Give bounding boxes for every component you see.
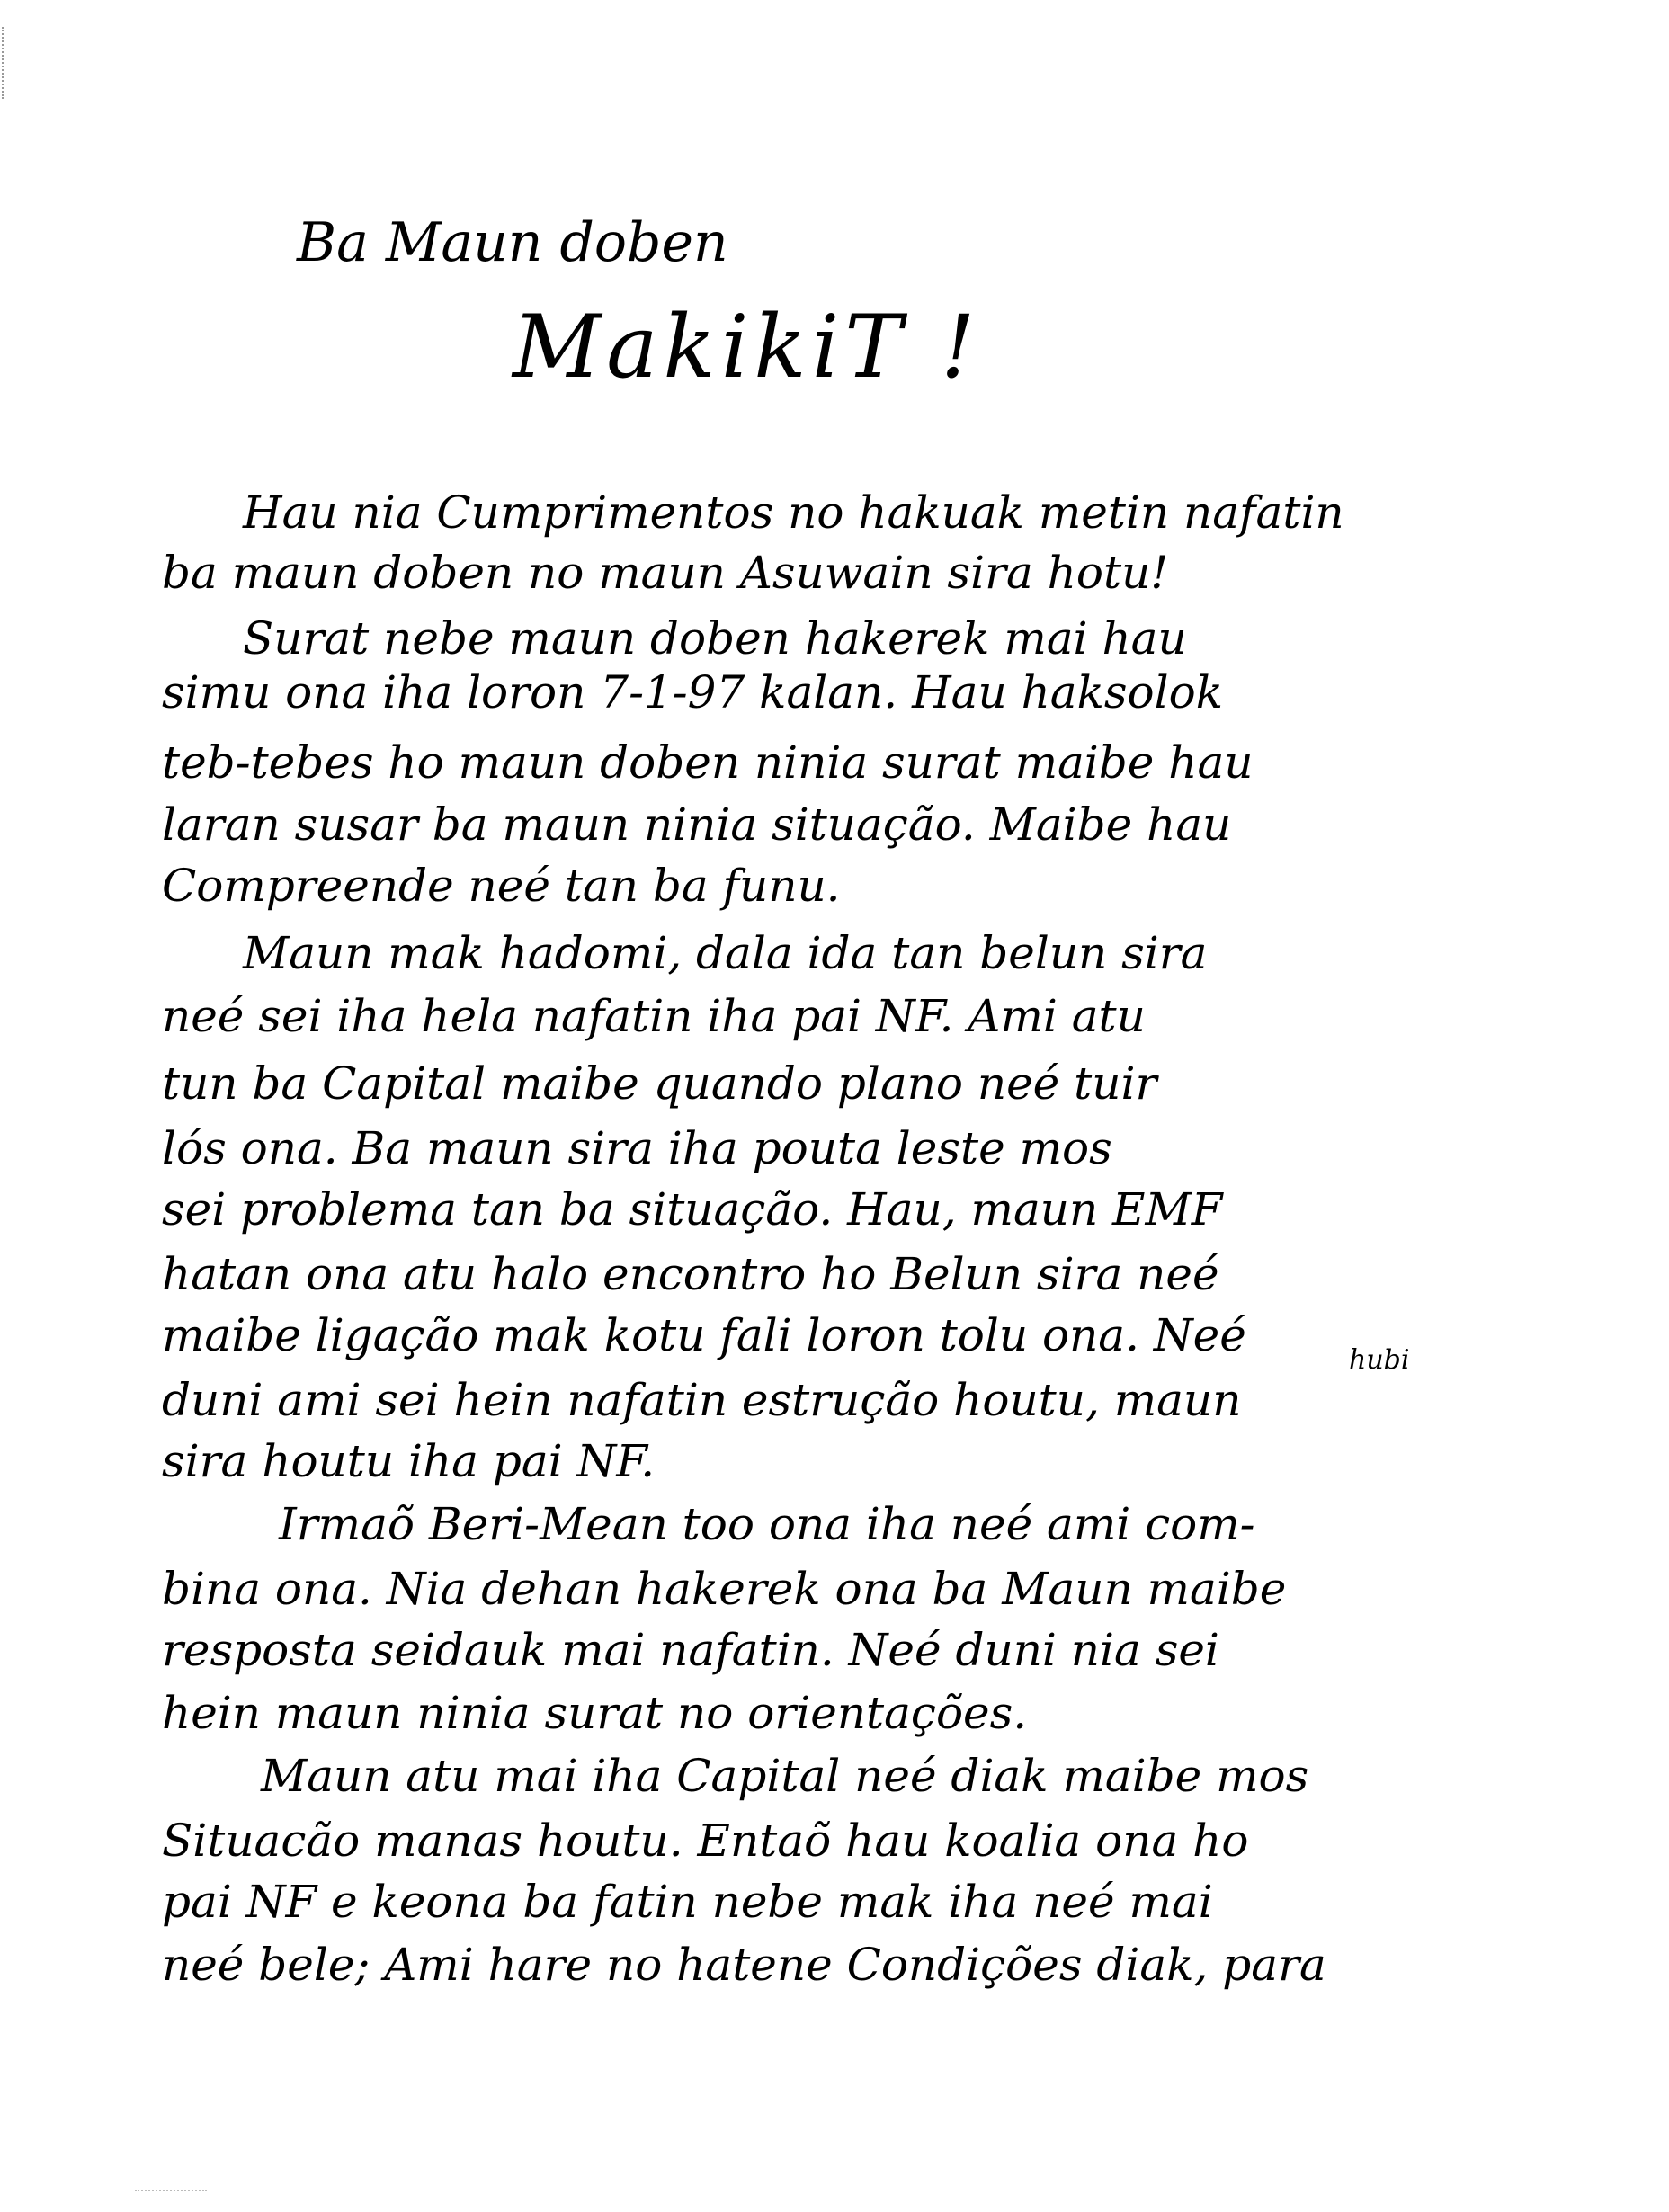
letter-line: sei problema tan ba situação. Hau, maun EMF xyxy=(162,1183,1223,1235)
letter-line: resposta seidauk mai nafatin. Neé duni nia sei xyxy=(162,1624,1219,1676)
letter-line: bina ona. Nia dehan hakerek ona ba Maun maibe xyxy=(162,1563,1287,1615)
letter-line: teb-tebes ho maun doben ninia surat maibe hau xyxy=(162,736,1254,789)
letter-line: Surat nebe maun doben hakerek mai hau xyxy=(243,612,1187,664)
letter-line: laran susar ba maun ninia situação. Maibe hau xyxy=(162,798,1232,851)
letter-line: sira houtu iha pai NF. xyxy=(162,1435,656,1487)
letter-line: Maun mak hadomi, dala ida tan belun sira xyxy=(243,927,1208,979)
letter-line: neé sei iha hela nafatin iha pai NF. Ami atu xyxy=(162,990,1146,1042)
letter-line: hein maun ninia surat no orientações. xyxy=(162,1687,1028,1739)
scan-edge-mark xyxy=(2,27,9,99)
letter-line: pai NF e keona ba fatin nebe mak iha neé mai xyxy=(162,1876,1213,1928)
letter-line: hatan ona atu halo encontro ho Belun sira neé xyxy=(162,1248,1219,1300)
letter-line: Compreende neé tan ba funu. xyxy=(162,860,841,912)
letter-line: duni ami sei hein nafatin estrução houtu, maun xyxy=(162,1374,1242,1426)
letter-line: simu ona iha loron 7-1-97 kalan. Hau haksolok xyxy=(162,666,1224,718)
letter-line: Hau nia Cumprimentos no hakuak metin nafatin xyxy=(243,486,1344,539)
letter-line: maibe ligação mak kotu fali loron tolu ona. Neé xyxy=(162,1309,1246,1361)
letter-insertion: hubi xyxy=(1349,1344,1410,1376)
letter-line: tun ba Capital maibe quando plano neé tuir xyxy=(162,1057,1157,1110)
letter-line: Irmaõ Beri-Mean too ona iha neé ami com- xyxy=(279,1498,1255,1550)
letter-line: lós ona. Ba maun sira iha pouta leste mos xyxy=(162,1122,1112,1174)
letter-title: MakikiT ! xyxy=(513,297,981,397)
letter-salutation: Ba Maun doben xyxy=(297,211,728,274)
scan-footer-dots xyxy=(135,2190,207,2191)
letter-line: Maun atu mai iha Capital neé diak maibe mos xyxy=(261,1750,1309,1802)
letter-line: Situacão manas houtu. Entaõ hau koalia ona ho xyxy=(162,1815,1249,1867)
letter-line: neé bele; Ami hare no hatene Condições diak, para xyxy=(162,1939,1326,1991)
letter-line: ba maun doben no maun Asuwain sira hotu! xyxy=(162,547,1169,599)
